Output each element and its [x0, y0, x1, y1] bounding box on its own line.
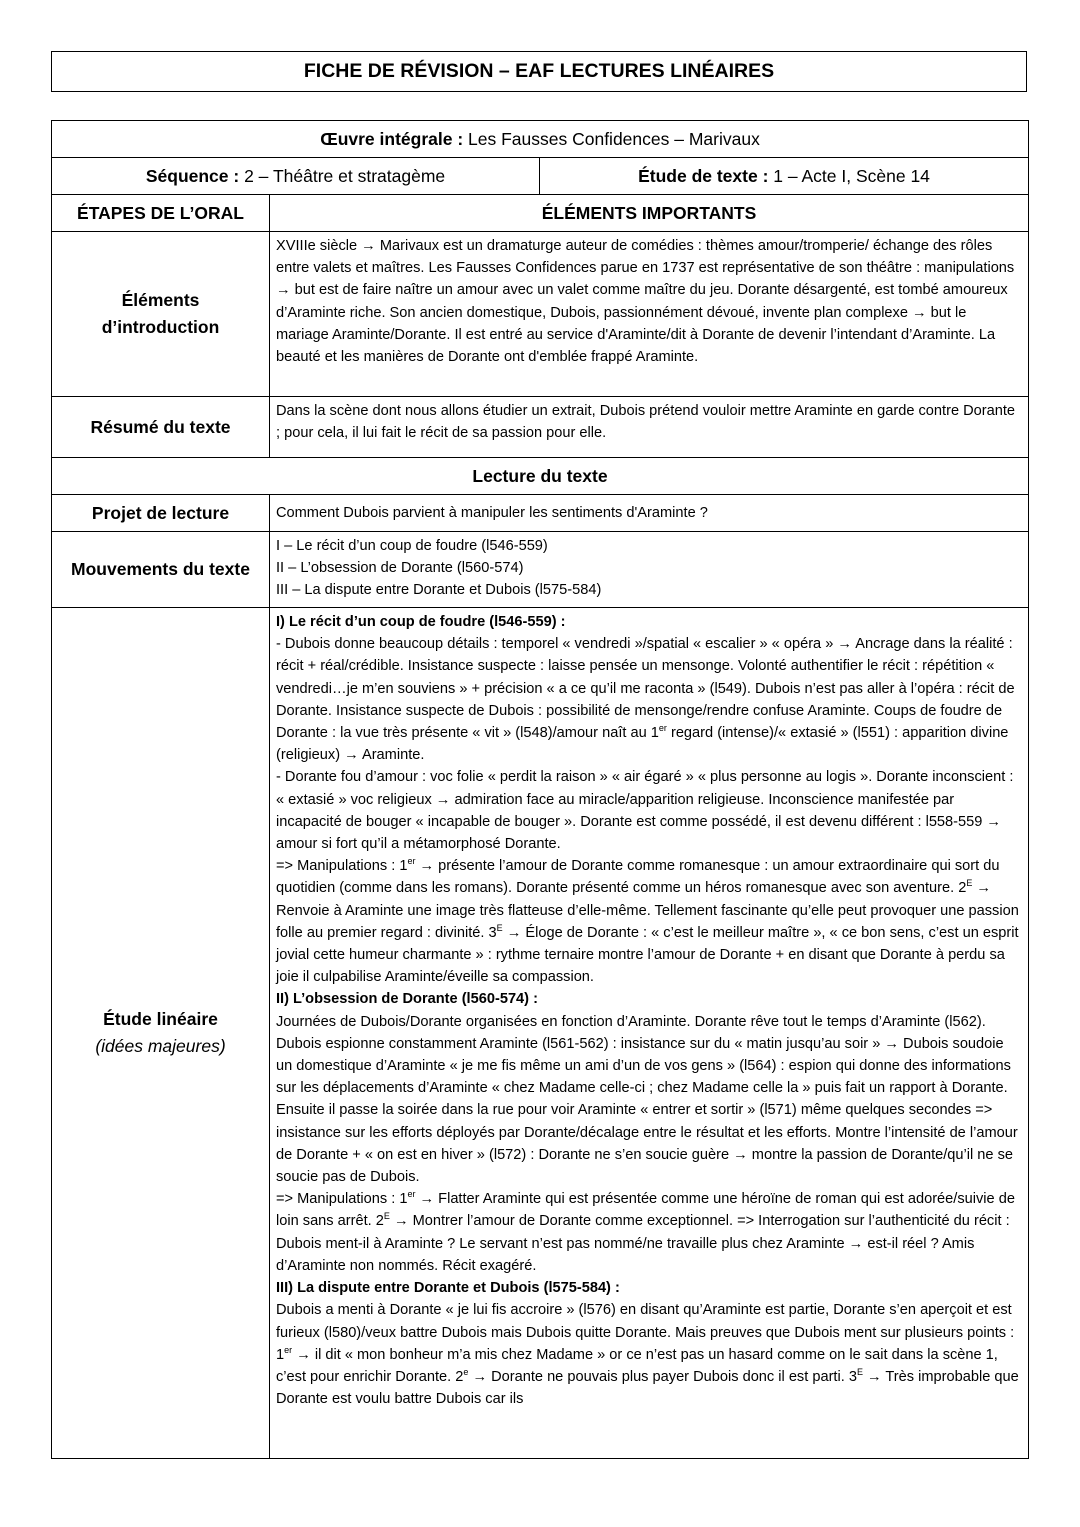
section-title: II) L’obsession de Dorante (l560-574) : — [276, 991, 538, 1008]
sequence-label: Séquence : — [145, 165, 240, 186]
oeuvre-label: Œuvre intégrale : — [320, 128, 464, 149]
section-title: I) Le récit d’un coup de foudre (l546-559) : — [276, 614, 566, 630]
resume-text: Dans la scène dont nous allons étudier un extrait, Dubois prétend vouloir mettre Araminte en garde contre Dorante ; pour cela, il lui fait le récit de sa passion pour elle. — [270, 397, 1029, 458]
paragraph: Journées de Dubois/Dorante organisées en fonction d’Araminte. Dorante rêve tout le temps d’Araminte (l562). Dubois espionne constamment Araminte (l561-562) : insistance sur du « matin jusqu’au soir » → Dubois soudoie un domestique d’Araminte « je me fis même un ami d’un de vos gens » (l564) : espion qui donne des informations sur les déplacements d’Araminte « chez Madame celle-ci ; chez Madame celle la » puis fait un rapport à Dorante. Ensuite il passe la soirée dans la rue pour voir Araminte « entrer et sortir » (l571) même quelques secondes => insistance sur les efforts déployés par Dorante/décalage entre le résultat et les efforts. Montre l’intensité de l’amour de Dorante + « on est en hiver » (l572) : Dorante ne s’en soucie guère → montre la passion de Dorante/qu’il ne se soucie pas de Dubois. — [276, 1013, 1018, 1186]
introduction-label: Éléments d’introduction — [52, 232, 270, 397]
mouvement-item: III – La dispute entre Dorante et Dubois (l575-584) — [276, 582, 602, 599]
etude-texte-cell — [540, 158, 1029, 195]
etude-texte-value: 1 – Acte I, Scène 14 — [768, 165, 930, 186]
paragraph: - Dorante fou d’amour : voc folie « perdit la raison » « air égaré » « plus personne au logis ». Dorante inconscient : « extasié » voc religieux → admiration face au miracle/apparition religieuse. Inconscience manifestée par incapacité de bouger « incapable de bouger ». Dorante est comme possédé, il est devenu différent : l558-559 → amour si fort qu’il a métamorphosé Dorante. — [276, 769, 1014, 853]
lecture-title: Lecture du texte — [52, 458, 1029, 495]
section-title: III) La dispute entre Dorante et Dubois (l575-584) : — [276, 1280, 620, 1297]
paragraph: => Manipulations : 1er → présente l’amour de Dorante comme romanesque : un amour extraordinaire qui sort du quotidien (comme dans les romans). Dorante présenté comme un héros romanesque avec son aventure. $2^E$ → Renvoie à Araminte une image très flatteuse d’elle-même. Tellement fascinante qu’elle peut provoquer une passion folle au premier regard : divinité. $3^E$ → Éloge de Dorante : « c’est le meilleur maître », « ce bon sens, c’est un esprit jovial cette humeur charmante » : rythme ternaire montre l’amour de Dorante + en disant que Dorante à perdu sa joie il culpabilise Araminte/éveille sa compassion. — [276, 856, 1019, 986]
oeuvre-row — [52, 121, 1029, 158]
page-title: FICHE DE RÉVISION – EAF LECTURES LINÉAIRES — [51, 51, 1027, 92]
mouvements-list — [270, 532, 1029, 608]
etude-sublabel: (idées majeures) — [95, 1036, 226, 1056]
mouvement-item: I – Le récit d’un coup de foudre (l546-559) — [276, 538, 548, 554]
sequence-value: 2 – Théâtre et stratagème — [239, 165, 446, 186]
oeuvre-value: Les Fausses Confidences – Marivaux — [463, 128, 760, 149]
etude-texte-label: Étude de texte : — [638, 165, 769, 186]
etude-content — [270, 608, 1029, 1459]
introduction-text: XVIIIe siècle → Marivaux est un dramaturge auteur de comédies : thèmes amour/tromperie/ échange des rôles entre valets et maîtres. Les Fausses Confidences parue en 1737 est représentative de son théâtre : manipulations → but est de faire naître un amour avec un valet comme maître du jeu. Dorante désargenté, est tombé amoureux d’Araminte riche. Son ancien domestique, Dubois, passionnément dévoué, invente plan complexe → but le mariage Araminte/Dorante. Il est entré au service d'Araminte/dit à Dorante de devenir l’intendant d’Araminte. La beauté et les manières de Dorante ont d'emblée frappé Araminte. — [270, 232, 1029, 397]
paragraph: Dubois a menti à Dorante « je lui fis accroire » (l576) en disant qu’Araminte est partie, Dorante s’en aperçoit et est furieux (l580)/veux battre Dubois mais Dubois quitte Dorante. Mais preuves que Dubois ment sur plusieurs points : 1er → il dit « mon bonheur m’a mis chez Madame » or ce n’est pas un hasard comme on le sait dans la scène 1, c’est pour enrichir Dorante. $2^e$ → Dorante ne pouvais plus payer Dubois donc il est parti. $3^E$ → Très improbable que Dorante est voulu battre Dubois car ils — [276, 1302, 1019, 1408]
paragraph: - Dubois donne beaucoup détails : temporel « vendredi »/spatial « escalier » « opéra » → Ancrage dans la réalité : récit + réal/crédible. Insistance suspecte : laisse pensée un mensonge. Volonté authentifier le récit : répétition « vendredi…je m’en souviens » + précision « a ce qu’il me raconta » (l549). Dubois n’est pas aller à l’opéra : récit de Dorante. Insistance suspecte de Dubois : possibilité de mensonge/rendre confuse Araminte. Coups de foudre de Dorante : la vue très présente « vit » (l548)/amour naît au 1er regard (intense)/« extasié » (l551) : apparition divine (religieux) → Araminte. — [276, 636, 1015, 764]
mouvement-item: II – L’obsession de Dorante (l560-574) — [276, 560, 524, 577]
etude-label-cell — [52, 608, 270, 1459]
resume-label: Résumé du texte — [52, 397, 270, 458]
column-header-right: ÉLÉMENTS IMPORTANTS — [270, 195, 1029, 232]
projet-label: Projet de lecture — [52, 495, 270, 532]
projet-text: Comment Dubois parvient à manipuler les sentiments d'Araminte ? — [270, 495, 1029, 532]
mouvements-label: Mouvements du texte — [52, 532, 270, 608]
column-header-left: ÉTAPES DE L’ORAL — [52, 195, 270, 232]
paragraph: => Manipulations : 1er → Flatter Araminte qui est présentée comme une héroïne de roman qui est adorée/suivie de loin sans arrêt. $2^E$ → Montrer l’amour de Dorante comme exceptionnel. => Interrogation sur l’authenticité du récit : Dubois ment-il à Araminte ? Le servant n’est pas nommé/ne travaille plus chez Araminte → est-il réel ? Amis d’Araminte non nommés. Récit exagéré. — [276, 1189, 1015, 1274]
revision-table — [51, 120, 1029, 1459]
etude-label: Étude linéaire — [103, 1009, 218, 1029]
sequence-cell — [52, 158, 540, 195]
